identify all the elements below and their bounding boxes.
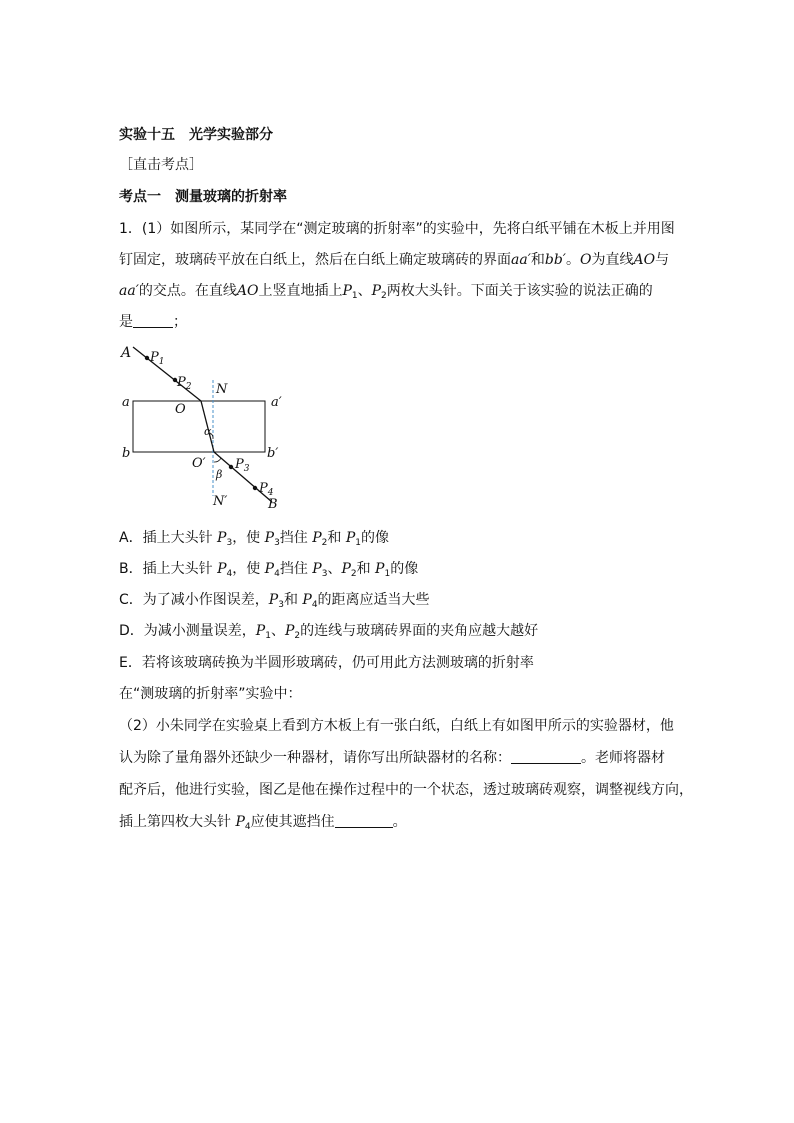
beta-arc [214,458,221,462]
label-n: N [216,382,228,397]
option-e: E．若将该玻璃砖换为半圆形玻璃砖，仍可用此方法测玻璃的折射率 [119,655,534,671]
q2-line-4: 插上第四枚大头针 $P_4$应使其遮挡住 。 [119,814,407,832]
label-o: O [175,402,186,417]
q1-line-1: 1．(1）如图所示，某同学在“测定玻璃的折射率”的实验中，先将白纸平铺在木板上并用图 [119,221,675,237]
answer-blank [511,749,581,764]
label-a-upper: A [121,345,132,361]
q2-line-2: 认为除了量角器外还缺少一种器材，请你写出所缺器材的名称： 。老师将器材 [119,750,665,766]
label-alpha: α [204,425,212,438]
refraction-diagram [115,340,295,520]
q1-line-4: 是 ； [119,314,187,330]
experiment-intro: 在“测玻璃的折射率”实验中： [119,686,302,702]
option-a: A．插上大头针 $P_3$，使 $P_3$挡住 $P_2$和 $P_1$的像 [119,530,390,548]
label-beta: β [216,468,223,481]
section-title: 实验十五 光学实验部分 [119,127,273,143]
option-b: B．插上大头针 $P_4$，使 $P_4$挡住 $P_3$、$P_2$和 $P_1$的像 [119,561,419,579]
label-o-prime: O′ [192,456,206,471]
q1-line-2: 钉固定，玻璃砖平放在白纸上，然后在白纸上确定玻璃砖的界面aa′和bb′。O为直线AO与 [119,252,670,268]
label-p2: $P_2$ [177,375,192,392]
option-c: C．为了减小作图误差，$P_3$和 $P_4$的距离应适当大些 [119,592,430,610]
q2-line-3: 配齐后，他进行实验，图乙是他在操作过程中的一个状态，透过玻璃砖观察，调整视线方向， [119,782,693,798]
label-b-upper: B [268,497,278,512]
pin-p3-dot [229,465,233,469]
incident-ray [133,347,201,401]
label-n-prime: N′ [213,494,228,509]
label-a: a [122,395,130,410]
pin-p4-dot [253,486,257,490]
label-b-prime: b′ [267,446,279,461]
label-a-prime: a′ [271,395,282,410]
point-title: 考点一 测量玻璃的折射率 [119,189,287,205]
pin-p1-dot [145,356,149,360]
glass-block-outline [133,401,265,452]
sub-header: ［直击考点］ [119,157,203,173]
label-b: b [122,446,131,461]
answer-blank [133,313,173,328]
answer-blank [335,813,393,828]
q1-line-3: aa′的交点。在直线AO上竖直地插上$P_1$、$P_2$两枚大头针。下面关于该实验的说法正确的 [119,283,653,301]
label-p4: $P_4$ [259,481,274,498]
option-d: D．为减小测量误差，$P_1$、$P_2$的连线与玻璃砖界面的夹角应越大越好 [119,623,539,641]
label-p1: $P_1$ [150,350,165,367]
label-p3: $P_3$ [235,457,250,474]
q2-line-1: （2）小朱同学在实验桌上看到方木板上有一张白纸，白纸上有如图甲所示的实验器材，他 [119,718,674,734]
